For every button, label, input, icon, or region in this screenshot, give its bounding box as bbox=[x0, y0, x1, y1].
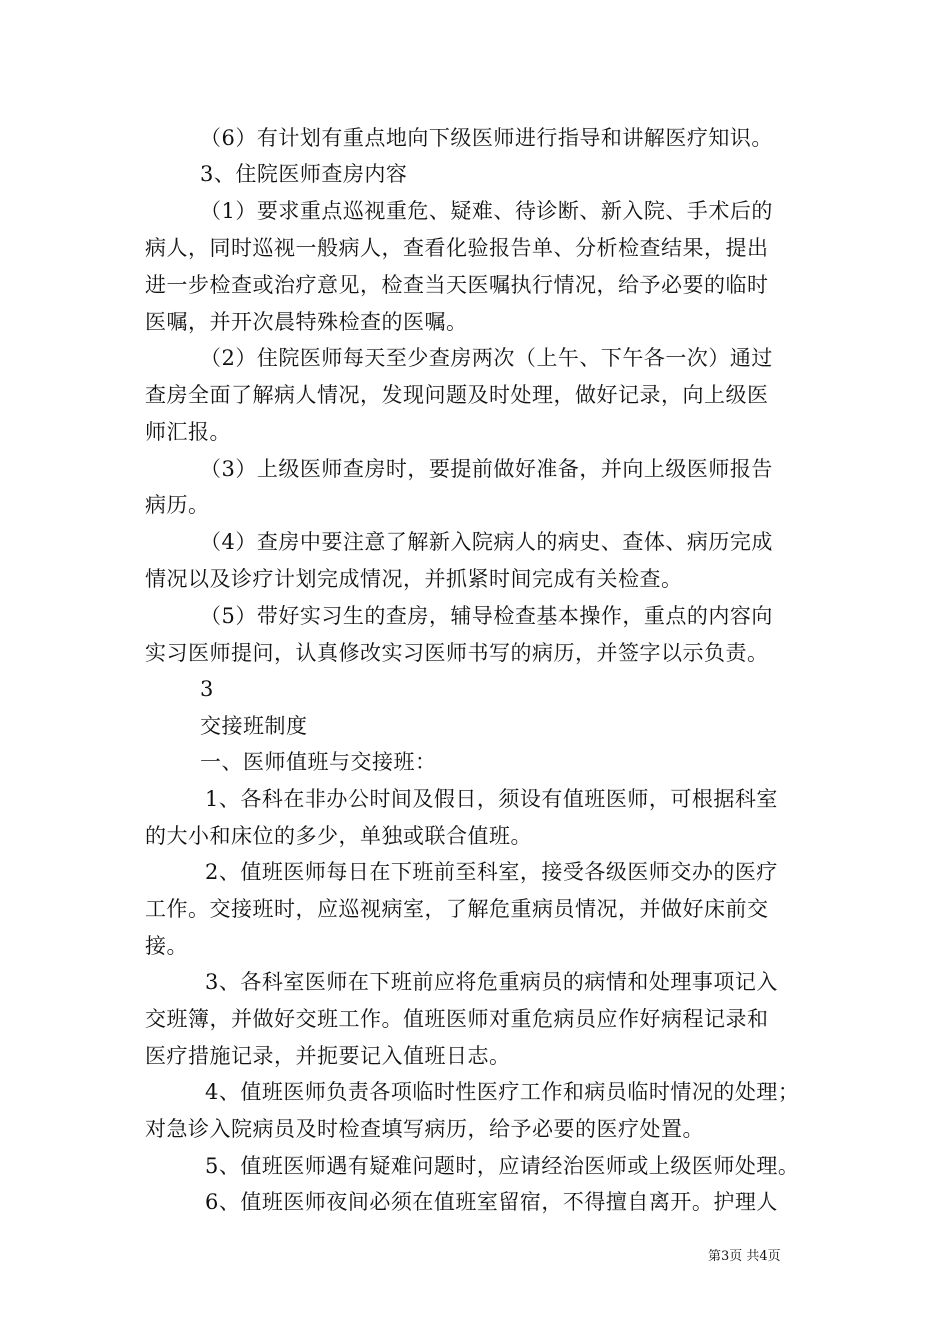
text-line: 5、值班医师遇有疑难问题时，应请经治医师或上级医师处理。 bbox=[205, 1154, 800, 1178]
text-line: 进一步检查或治疗意见，检查当天医嘱执行情况，给予必要的临时 bbox=[145, 273, 769, 297]
text-line: 交班簿，并做好交班工作。值班医师对重危病员应作好病程记录和 bbox=[145, 1007, 769, 1031]
text-line: （2）住院医师每天至少查房两次（上午、下午各一次）通过 bbox=[200, 346, 773, 370]
text-line: 3、各科室医师在下班前应将危重病员的病情和处理事项记入 bbox=[205, 970, 778, 994]
text-line: 医疗措施记录，并扼要记入值班日志。 bbox=[145, 1044, 511, 1068]
section-title: 交接班制度 bbox=[200, 714, 308, 738]
section-heading: 3、住院医师查房内容 bbox=[200, 162, 408, 186]
text-line: 师汇报。 bbox=[145, 420, 231, 444]
text-line: 6、值班医师夜间必须在值班室留宿，不得擅自离开。护理人 bbox=[205, 1190, 778, 1214]
text-line: （6）有计划有重点地向下级医师进行指导和讲解医疗知识。 bbox=[200, 126, 773, 150]
text-line: 2、值班医师每日在下班前至科室，接受各级医师交办的医疗 bbox=[205, 860, 778, 884]
text-line: 查房全面了解病人情况，发现问题及时处理，做好记录，向上级医 bbox=[145, 383, 769, 407]
text-line: （4）查房中要注意了解新入院病人的病史、查体、病历完成 bbox=[200, 530, 773, 554]
text-line: 对急诊入院病员及时检查填写病历，给予必要的医疗处置。 bbox=[145, 1117, 704, 1141]
section-heading: 一、医师值班与交接班： bbox=[200, 750, 437, 774]
text-line: 医嘱，并开次晨特殊检查的医嘱。 bbox=[145, 310, 468, 334]
text-line: （3）上级医师查房时，要提前做好准备，并向上级医师报告 bbox=[200, 457, 773, 481]
text-line: 病历。 bbox=[145, 493, 210, 517]
text-line: 1、各科在非办公时间及假日，须设有值班医师，可根据科室 bbox=[205, 787, 778, 811]
text-line: 4、值班医师负责各项临时性医疗工作和病员临时情况的处理； bbox=[205, 1080, 800, 1104]
page-footer: 第3页 共4页 bbox=[708, 1249, 781, 1264]
text-line: 实习医师提问，认真修改实习医师书写的病历，并签字以示负责。 bbox=[145, 641, 769, 665]
text-line: 情况以及诊疗计划完成情况，并抓紧时间完成有关检查。 bbox=[145, 567, 683, 591]
page-number-marker: 3 bbox=[200, 677, 214, 701]
text-line: （5）带好实习生的查房，辅导检查基本操作，重点的内容向 bbox=[200, 604, 773, 628]
text-line: 工作。交接班时，应巡视病室，了解危重病员情况，并做好床前交 bbox=[145, 897, 769, 921]
text-line: 病人，同时巡视一般病人，查看化验报告单、分析检查结果，提出 bbox=[145, 236, 769, 260]
text-line: 接。 bbox=[145, 934, 188, 958]
text-line: （1）要求重点巡视重危、疑难、待诊断、新入院、手术后的 bbox=[200, 199, 773, 223]
text-line: 的大小和床位的多少，单独或联合值班。 bbox=[145, 824, 532, 848]
